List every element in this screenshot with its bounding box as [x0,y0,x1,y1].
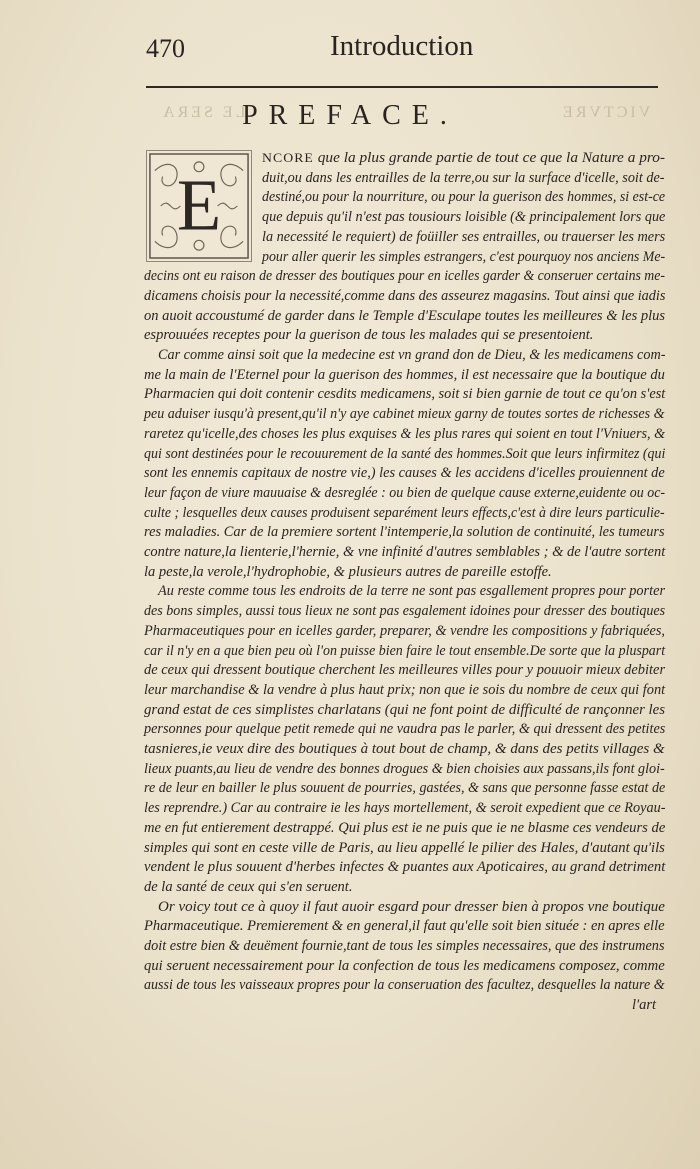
text-line: car il n'y en a que bien peu où l'on puisse bien faire le tout ensemble.De sorte que la pluspart [144,642,666,659]
text-line: de ceux qui dressent boutique cherchent les meilleures villes pour y pouuoir mieux debiter [144,662,666,679]
text-line: des bons simples, aussi tous lieux ne sont pas esgalement idoines pour dresser des boutiques [144,603,666,620]
running-head: Introduction [330,30,474,62]
text-line: simples qui sont en ceste ville de Paris, au lieu appellé le pilier des Hales, d'autant qu'ils [144,839,665,856]
text-line: la peste,la verole,l'hydrophobie, & plusieurs autres de pareille estoffe. [144,563,552,580]
text-line: leur façon de viure mauuaise & desreglée : ou bien de quelque cause externe,euidente ou oc- [144,484,666,501]
header-rule [146,86,658,88]
show-through-text-left: LE SERA [160,104,246,121]
text-line: sont les ennemis capitaux de nostre vie,) les causes & les accidens d'icelles prouiennent de [144,465,665,482]
text-line: Or voicy tout ce à quoy il faut auoir esgard pour dresser bien à propos vne boutique [158,898,665,915]
text-line: Pharmaceutiques pour en icelles garder, preparer, & vendre les compositions y fabriquées, [144,622,666,639]
text-line: peu aduiser iusqu'à present,qu'il n'y aye cabinet mieux garny de toutes sortes de richesses & [144,406,665,423]
text-line: la necessité le requiert) de foüiller ses entrailles, ou trauerser les mers [262,228,666,245]
text-line: l'art [632,997,657,1014]
text-line: me en fut entierement destrappé. Qui plus est ie ne puis que ie ne blasme ces vendeurs de [144,819,666,836]
page-number: 470 [146,34,185,63]
text-line: res maladies. Car de la premiere sortent l'intemperie,la solution de continuité, les tumeurs [144,524,665,541]
text-line: qui sont destinées pour le recouurement de la santé des hommes.Soit que leurs infirmitez (qui [144,445,666,462]
text-line: vendent le plus souuent d'herbes infectes & puantes aux Apoticaires, au grand detriment [144,859,666,876]
text-line: culte ; lesquelles deux causes produisent separément leurs effects,c'est à dire leurs particulie- [144,504,665,521]
text-line: aussi de tous les vaisseaux propres pour la conseruation des facultez, desquelles la nature & [144,977,665,994]
decorated-initial [146,150,252,262]
text-line: lieux puants,au lieu de vendre des bonnes drogues & bien choisies aux passans,ils font gloi- [144,760,665,777]
drop-cap-letter: E [176,164,222,246]
ornament-initial-icon [147,151,251,261]
text-line: leur marchandise & la vendre à plus haut prix; non que ie sois du nombre de ceux qui font [144,681,666,698]
text-line: Au reste comme tous les endroits de la terre ne sont pas esgallement propres pour porter [158,583,666,600]
text-line: de la santé de ceux qui s'en seruent. [144,878,353,895]
section-title: PREFACE. [242,100,458,131]
text-line: decins ont eu raison de dresser des boutiques pour en icelles garder & conseruer certains me- [144,268,666,285]
text-line: Car comme ainsi soit que la medecine est vn grand don de Dieu, & les medicamens com- [158,347,666,363]
text-line: dicamens choisis pour la necessité,comme dans des asseurez magasins. Tout ainsi que iadis [144,287,666,304]
text-line [262,150,665,167]
show-through-text-right: VICTVRE [560,104,651,121]
text-line: re de leur en bailler le plus souuent de pourries, gastées, & sans que personne fasse estat de [144,780,666,797]
drop-cap-continuation: NCORE [262,150,314,165]
text-line: pour aller querir les simples estrangers, c'est pourquoy nos anciens Me- [262,248,666,265]
text-line: personnes pour quelque petit remede qui ne vaudra pas le parler, & qui dressent des petites [144,721,666,738]
text-line: les reprendre.) Car au contraire ie les hays mortellement, & seroit expedient que ce Royau- [144,800,666,817]
text-line-content: que la plus grande partie de tout ce que la Nature a pro- [313,150,666,166]
text-line: contre nature,la lienterie,l'hernie, & vne infinité d'autres semblables ; & de l'autre sortent [144,544,666,560]
text-line: que depuis qu'il n'est pas tousiours loisible (& principalement lors que [262,209,666,226]
text-line: me la main de l'Eternel pour la guerison des hommes, il est necessaire que la boutique du [144,366,665,383]
text-line: tasnieres,ie veux dire des boutiques à tout bout de champ, & dans des petits villages & [144,741,665,757]
text-line: Pharmacien qui doit contenir cesdits medicamens, soit si bien garnie de tout ce qu'on s'est [144,386,666,403]
text-line: qui seruent necessairement pour la confection de tous les medicamens composez, comme [144,957,665,974]
text-line: grand estat de ces simplistes charlatans (qui ne font point de difficulté de rançonner les [144,701,666,718]
text-line: doit estre bien & deuëment fournie,tant de tous les simples necessaires, que des instrumens [144,938,665,954]
text-line: esprouuées receptes pour la guerison de tous les malades qui se presentoient. [144,327,594,344]
text-line: duit,ou dans les entrailles de la terre,ou sur la surface d'icelle, soit de- [262,169,665,186]
text-line: destiné,ou pour la nourriture, ou pour la guerison des hommes, si est-ce [262,189,666,206]
text-line: raretez qu'icelle,des choses les plus exquises & les plus rares qui soient en tout l'Vniuers, & [144,425,666,442]
text-line: Pharmaceutique. Premierement & en general,il faut qu'elle soit bien située : en apres elle [144,918,665,935]
text-line: on auoit accoustumé de garder dans le Temple d'Esculape toutes les meilleures & les plus [144,307,666,324]
